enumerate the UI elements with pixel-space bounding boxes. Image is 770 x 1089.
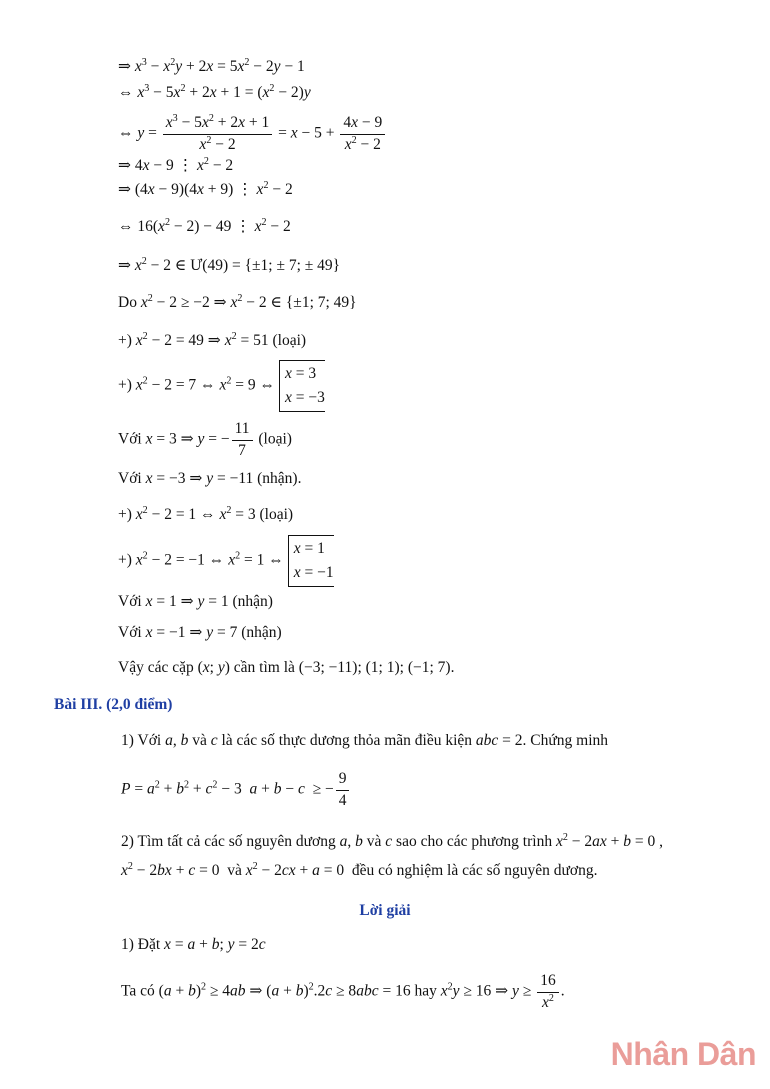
case-49: +) $x^2 - 2 = 49$ ⇒ $x^2 = 51$ (loại) xyxy=(118,330,307,349)
problem-part2-equations: $x^2 - 2bx + c = 0$ và $x^2 - 2cx + a = 0$ đều có nghiệm là các số nguyên dương. xyxy=(121,860,598,879)
solution-heading: Lời giải xyxy=(359,902,411,919)
case-x-1: Với x = −1 ⇒ y = 7 (nhận) xyxy=(118,624,282,641)
case-x1: Với x = 1 ⇒ y = 1 (nhận) xyxy=(118,593,273,610)
derivation-line-7: ⇒ $x^2 - 2$ ∈ Ư(49) = {±1; ± 7; ± 49} xyxy=(118,255,341,274)
case-x3: Với x = 3 ⇒ y = − $\frac{11}{7}$ (loại) xyxy=(118,420,292,459)
section-title: Bài III. (2,0 điểm) xyxy=(54,696,173,713)
solution-line-1: 1) Đặt x = a + b; y = 2c xyxy=(121,936,266,953)
case-x-3: Với x = −3 ⇒ y = −11 (nhận). xyxy=(118,470,302,487)
derivation-line-6: ⇔ $16(x^2 - 2) - 49$ ⋮ $x^2 - 2$ xyxy=(118,216,291,235)
solution-line-2: Ta có $(a + b)^2 \ge 4ab$ ⇒ $(a + b)^2.2c \ge 8abc = 16$ hay $x^2y \ge 16$ ⇒ y ≥ $\frac{16}{x^2}$ . xyxy=(121,972,565,1011)
problem-part2: 2) Tìm tất cả các số nguyên dương a, b và c sao cho các phương trình $x^2 - 2ax + b = 0$ , xyxy=(121,831,664,850)
derivation-line-3: ⇔ y = $\frac{x^3 - 5x^2 + 2x + 1}{x^2 - 2}$ = x − 5 + $\frac{4x - 9}{x^2 - 2}$ xyxy=(118,114,387,154)
case-1: +) $x^2 - 2 = 1$ ⇔ $x^2 = 3$ (loại) xyxy=(118,504,294,523)
problem-part1: 1) Với a, b và c là các số thực dương thỏa mãn điều kiện abc = 2. Chứng minh xyxy=(121,732,609,749)
case-7: +) $x^2 - 2 = 7$ ⇔ $x^2 = 9$ ⇔ x = 3 x = −3 xyxy=(118,360,325,412)
derivation-line-5: ⇒ (4x − 9)(4x + 9) ⋮ $x^2 - 2$ xyxy=(118,179,293,198)
watermark-logo: Nhân Dân xyxy=(610,1036,756,1072)
case-minus-1: +) $x^2 - 2 = -1$ ⇔ $x^2 = 1$ ⇔ x = 1 x = −1 xyxy=(118,535,334,587)
derivation-line-1: ⇒ $x^3 - x^2y + 2x = 5x^2 - 2y - 1$ xyxy=(118,56,305,75)
problem-part1-formula: $P = a^2 + b^2 + c^2 - 3$ a + b − c ≥ − $\frac{9}{4}$ xyxy=(121,770,351,810)
conclusion: Vậy các cặp (x; y) cần tìm là (−3; −11); (1; 1); (−1; 7). xyxy=(118,659,455,676)
derivation-line-8: Do $x^2 - 2 \ge -2$ ⇒ $x^2 - 2$ ∈ {±1; 7; 49} xyxy=(118,292,357,311)
derivation-line-4: ⇒ 4x − 9 ⋮ $x^2 - 2$ xyxy=(118,155,234,174)
derivation-line-2: ⇔ $x^3 - 5x^2 + 2x + 1 = (x^2 - 2)y$ xyxy=(118,82,311,101)
